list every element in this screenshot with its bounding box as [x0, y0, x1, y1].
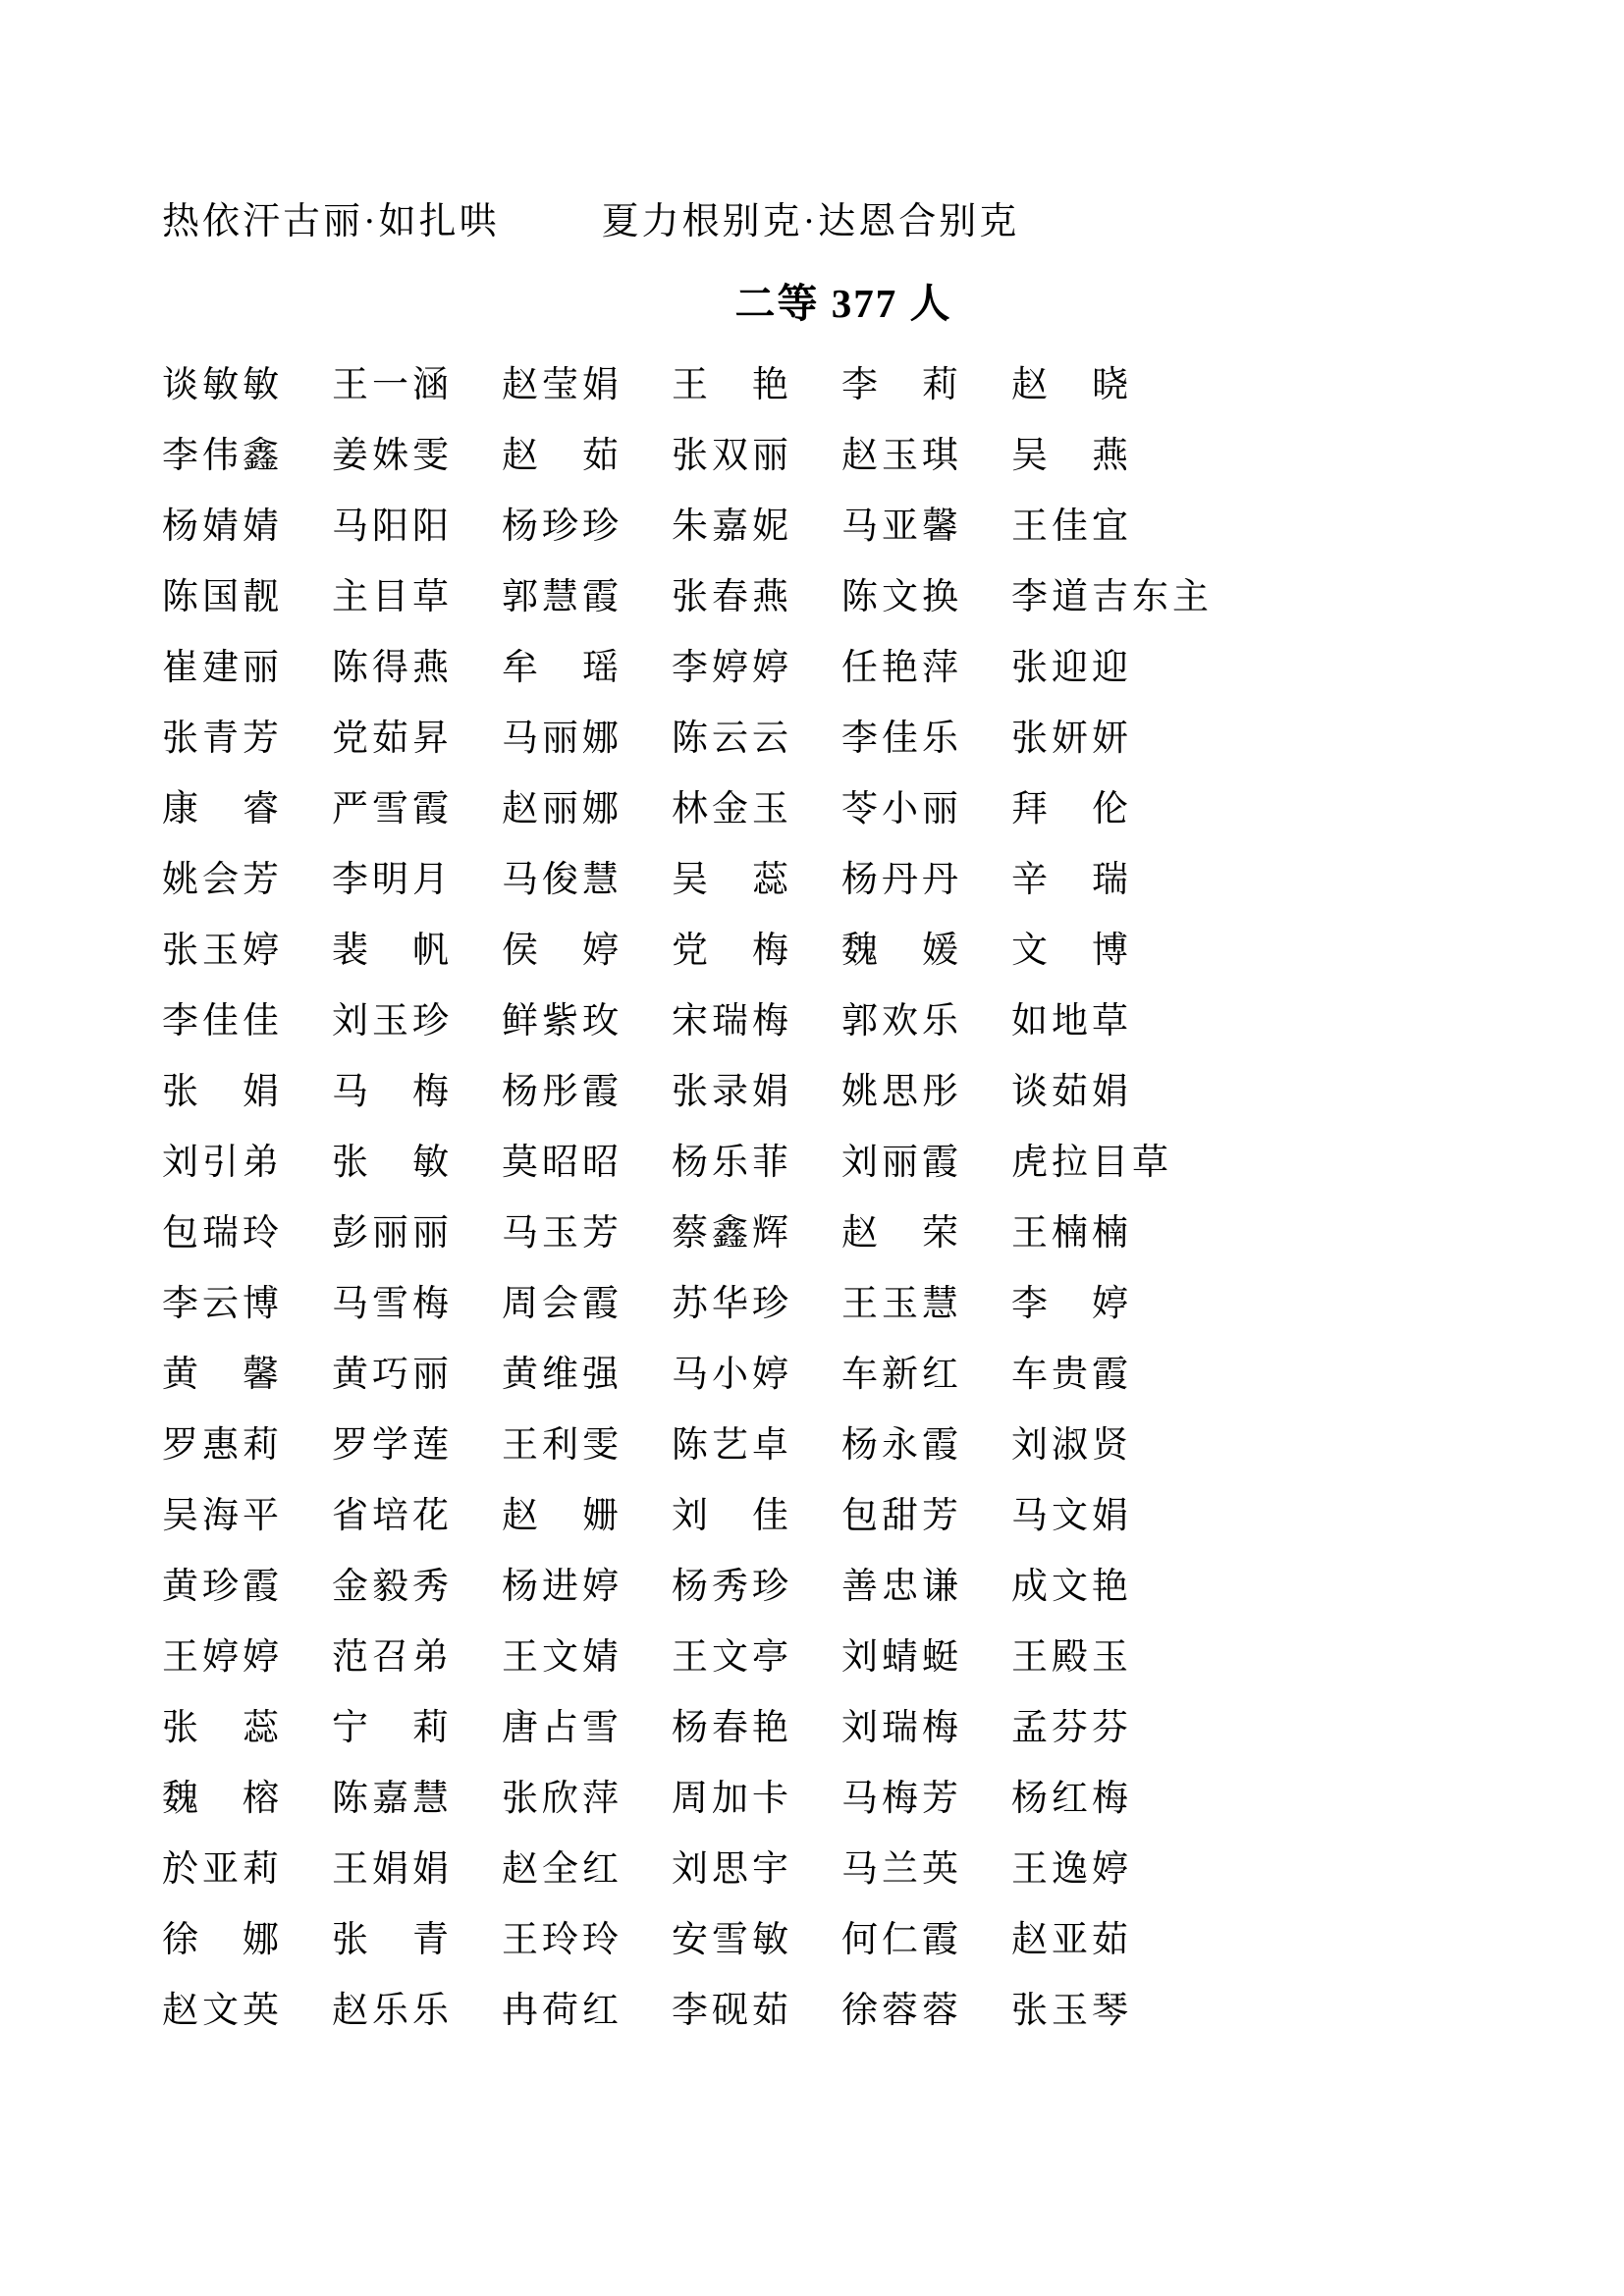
- name-cell: 苏华珍: [672, 1284, 792, 1324]
- name-cell: 於亚莉: [162, 1849, 283, 1890]
- header-name-right: 夏力根别克·达恩合别克: [601, 201, 1020, 242]
- name-row: [162, 1547, 1181, 1618]
- name-cell: 马亚馨: [841, 507, 962, 547]
- name-row: [162, 1971, 1181, 2042]
- name-cell: 陈艺卓: [672, 1425, 792, 1466]
- name-cell: 王玲玲: [502, 1920, 623, 1960]
- name-cell: 王婷婷: [162, 1637, 283, 1678]
- name-cell: 陈国靓: [162, 577, 283, 617]
- name-cell: 张 娟: [162, 1072, 283, 1112]
- name-cell: 陈云云: [672, 719, 792, 759]
- name-cell: 冉荷红: [502, 1991, 623, 2031]
- name-row: [162, 1194, 1181, 1264]
- name-cell: 李 莉: [841, 365, 962, 405]
- name-cell: 周会霞: [502, 1284, 623, 1324]
- name-cell: 车贵霞: [1011, 1355, 1132, 1395]
- name-cell: 黄巧丽: [332, 1355, 453, 1395]
- name-cell: 刘蜻蜓: [841, 1637, 962, 1678]
- name-cell: 魏 榕: [162, 1779, 283, 1819]
- name-cell: 李砚茹: [672, 1991, 792, 2031]
- name-cell: 王殿玉: [1011, 1637, 1132, 1678]
- name-cell: 鲜紫玫: [502, 1001, 623, 1041]
- name-cell: 马丽娜: [502, 719, 623, 759]
- name-cell: 李婷婷: [672, 648, 792, 688]
- name-cell: 王逸婷: [1011, 1849, 1132, 1890]
- name-cell: 李伟鑫: [162, 436, 283, 476]
- name-cell: 马小婷: [672, 1355, 792, 1395]
- name-cell: 赵 姗: [502, 1496, 623, 1536]
- name-cell: 成文艳: [1011, 1567, 1132, 1607]
- name-cell: 杨彤霞: [502, 1072, 623, 1112]
- name-cell: 徐蓉蓉: [841, 1991, 962, 2031]
- name-cell: 刘思宇: [672, 1849, 792, 1890]
- name-row: [162, 1052, 1181, 1123]
- name-cell: 王楠楠: [1011, 1213, 1132, 1254]
- name-cell: 王文亭: [672, 1637, 792, 1678]
- name-cell: 张 蕊: [162, 1708, 283, 1748]
- name-cell: 刘淑贤: [1011, 1425, 1132, 1466]
- name-row: [162, 1264, 1181, 1335]
- name-cell: 刘 佳: [672, 1496, 792, 1536]
- name-cell: 侯 婷: [502, 931, 623, 971]
- name-cell: 郭欢乐: [841, 1001, 962, 1041]
- name-cell: 金毅秀: [332, 1567, 453, 1607]
- name-cell: 吴海平: [162, 1496, 283, 1536]
- name-cell: 马玉芳: [502, 1213, 623, 1254]
- name-cell: 赵亚茹: [1011, 1920, 1132, 1960]
- name-cell: 陈嘉慧: [332, 1779, 453, 1819]
- name-cell: 姜姝雯: [332, 436, 453, 476]
- name-cell: 罗学莲: [332, 1425, 453, 1466]
- name-cell: 虎拉目草: [1011, 1143, 1172, 1183]
- name-row: [162, 770, 1181, 840]
- name-row: [162, 1476, 1181, 1547]
- name-cell: 姚会芳: [162, 860, 283, 900]
- name-cell: 马阳阳: [332, 507, 453, 547]
- name-cell: 王利雯: [502, 1425, 623, 1466]
- name-cell: 姚思彤: [841, 1072, 962, 1112]
- name-cell: 陈文换: [841, 577, 962, 617]
- name-row: [162, 558, 1213, 628]
- name-cell: 赵乐乐: [332, 1991, 453, 2031]
- name-cell: 李佳佳: [162, 1001, 283, 1041]
- name-cell: 杨乐菲: [672, 1143, 792, 1183]
- name-cell: 李明月: [332, 860, 453, 900]
- name-cell: 党茹昇: [332, 719, 453, 759]
- name-cell: 朱嘉妮: [672, 507, 792, 547]
- name-row: [162, 1335, 1181, 1406]
- name-cell: 杨永霞: [841, 1425, 962, 1466]
- name-cell: 杨珍珍: [502, 507, 623, 547]
- name-cell: 宋瑞梅: [672, 1001, 792, 1041]
- names-table: [162, 346, 1213, 2042]
- name-cell: 刘引弟: [162, 1143, 283, 1183]
- name-cell: 赵文英: [162, 1991, 283, 2031]
- name-cell: 赵 晓: [1011, 365, 1132, 405]
- name-cell: 徐 娜: [162, 1920, 283, 1960]
- name-cell: 杨红梅: [1011, 1779, 1132, 1819]
- name-cell: 包瑞玲: [162, 1213, 283, 1254]
- name-cell: 张双丽: [672, 436, 792, 476]
- name-row: [162, 911, 1181, 982]
- name-cell: 张欣萍: [502, 1779, 623, 1819]
- name-cell: 康 睿: [162, 789, 283, 829]
- name-cell: 赵 茹: [502, 436, 623, 476]
- name-cell: 赵莹娟: [502, 365, 623, 405]
- name-cell: 张青芳: [162, 719, 283, 759]
- name-cell: 王娟娟: [332, 1849, 453, 1890]
- name-cell: 赵丽娜: [502, 789, 623, 829]
- name-cell: 杨丹丹: [841, 860, 962, 900]
- header-names-row: [162, 190, 1019, 244]
- name-cell: 李佳乐: [841, 719, 962, 759]
- name-cell: 赵 荣: [841, 1213, 962, 1254]
- name-cell: 马雪梅: [332, 1284, 453, 1324]
- name-cell: 刘瑞梅: [841, 1708, 962, 1748]
- name-cell: 陈得燕: [332, 648, 453, 688]
- name-cell: 善忠谦: [841, 1567, 962, 1607]
- name-cell: 车新红: [841, 1355, 962, 1395]
- name-row: [162, 1123, 1181, 1194]
- name-cell: 如地草: [1011, 1001, 1132, 1041]
- name-cell: 王 艳: [672, 365, 792, 405]
- name-cell: 杨春艳: [672, 1708, 792, 1748]
- name-cell: 魏 媛: [841, 931, 962, 971]
- name-cell: 裴 帆: [332, 931, 453, 971]
- name-cell: 崔建丽: [162, 648, 283, 688]
- name-cell: 严雪霞: [332, 789, 453, 829]
- name-row: [162, 982, 1181, 1052]
- name-cell: 苓小丽: [841, 789, 962, 829]
- name-cell: 省培花: [332, 1496, 453, 1536]
- name-cell: 罗惠莉: [162, 1425, 283, 1466]
- name-row: [162, 1406, 1181, 1476]
- name-cell: 赵玉琪: [841, 436, 962, 476]
- name-cell: 任艳萍: [841, 648, 962, 688]
- name-cell: 宁 莉: [332, 1708, 453, 1748]
- name-cell: 刘玉珍: [332, 1001, 453, 1041]
- name-cell: 马梅芳: [841, 1779, 962, 1819]
- name-row: [162, 487, 1181, 558]
- name-row: [162, 1618, 1181, 1688]
- name-cell: 主目草: [332, 577, 453, 617]
- name-cell: 张妍妍: [1011, 719, 1132, 759]
- name-cell: 范召弟: [332, 1637, 453, 1678]
- name-row: [162, 1688, 1181, 1759]
- name-cell: 吴 蕊: [672, 860, 792, 900]
- name-cell: 张玉婷: [162, 931, 283, 971]
- name-cell: 马俊慧: [502, 860, 623, 900]
- name-cell: 杨婧婧: [162, 507, 283, 547]
- name-cell: 黄维强: [502, 1355, 623, 1395]
- name-cell: 党 梅: [672, 931, 792, 971]
- name-cell: 李云博: [162, 1284, 283, 1324]
- name-cell: 张迎迎: [1011, 648, 1132, 688]
- name-cell: 王玉慧: [841, 1284, 962, 1324]
- name-row: [162, 628, 1181, 699]
- name-cell: 唐占雪: [502, 1708, 623, 1748]
- name-cell: 孟芬芬: [1011, 1708, 1132, 1748]
- name-cell: 包甜芳: [841, 1496, 962, 1536]
- name-cell: 辛 瑞: [1011, 860, 1132, 900]
- name-row: [162, 1830, 1181, 1900]
- name-cell: 李道吉东主: [1011, 577, 1213, 617]
- name-cell: 王佳宜: [1011, 507, 1132, 547]
- name-row: [162, 346, 1181, 416]
- section-title: 二等 377 人: [734, 281, 952, 326]
- name-cell: 郭慧霞: [502, 577, 623, 617]
- name-cell: 蔡鑫辉: [672, 1213, 792, 1254]
- name-row: [162, 1900, 1181, 1971]
- name-cell: 杨进婷: [502, 1567, 623, 1607]
- name-cell: 吴 燕: [1011, 436, 1132, 476]
- name-cell: 杨秀珍: [672, 1567, 792, 1607]
- name-row: [162, 416, 1181, 487]
- name-cell: 林金玉: [672, 789, 792, 829]
- name-cell: 谈敏敏: [162, 365, 283, 405]
- name-cell: 拜 伦: [1011, 789, 1132, 829]
- name-cell: 彭丽丽: [332, 1213, 453, 1254]
- name-row: [162, 840, 1181, 911]
- name-row: [162, 1759, 1181, 1830]
- name-cell: 安雪敏: [672, 1920, 792, 1960]
- name-cell: 周加卡: [672, 1779, 792, 1819]
- name-cell: 张春燕: [672, 577, 792, 617]
- name-cell: 马 梅: [332, 1072, 453, 1112]
- name-cell: 张 青: [332, 1920, 453, 1960]
- name-cell: 莫昭昭: [502, 1143, 623, 1183]
- name-cell: 马兰英: [841, 1849, 962, 1890]
- name-cell: 牟 瑶: [502, 648, 623, 688]
- name-cell: 王一涵: [332, 365, 453, 405]
- name-cell: 黄 馨: [162, 1355, 283, 1395]
- name-cell: 谈茹娟: [1011, 1072, 1132, 1112]
- name-cell: 黄珍霞: [162, 1567, 283, 1607]
- name-cell: 张 敏: [332, 1143, 453, 1183]
- name-row: [162, 699, 1181, 770]
- header-name-left: 热依汗古丽·如扎哄: [162, 201, 500, 242]
- name-cell: 刘丽霞: [841, 1143, 962, 1183]
- name-cell: 张玉琴: [1011, 1991, 1132, 2031]
- name-cell: 文 博: [1011, 931, 1132, 971]
- name-cell: 何仁霞: [841, 1920, 962, 1960]
- name-cell: 王文婧: [502, 1637, 623, 1678]
- name-cell: 赵全红: [502, 1849, 623, 1890]
- name-cell: 张录娟: [672, 1072, 792, 1112]
- name-cell: 马文娟: [1011, 1496, 1132, 1536]
- name-cell: 李 婷: [1011, 1284, 1132, 1324]
